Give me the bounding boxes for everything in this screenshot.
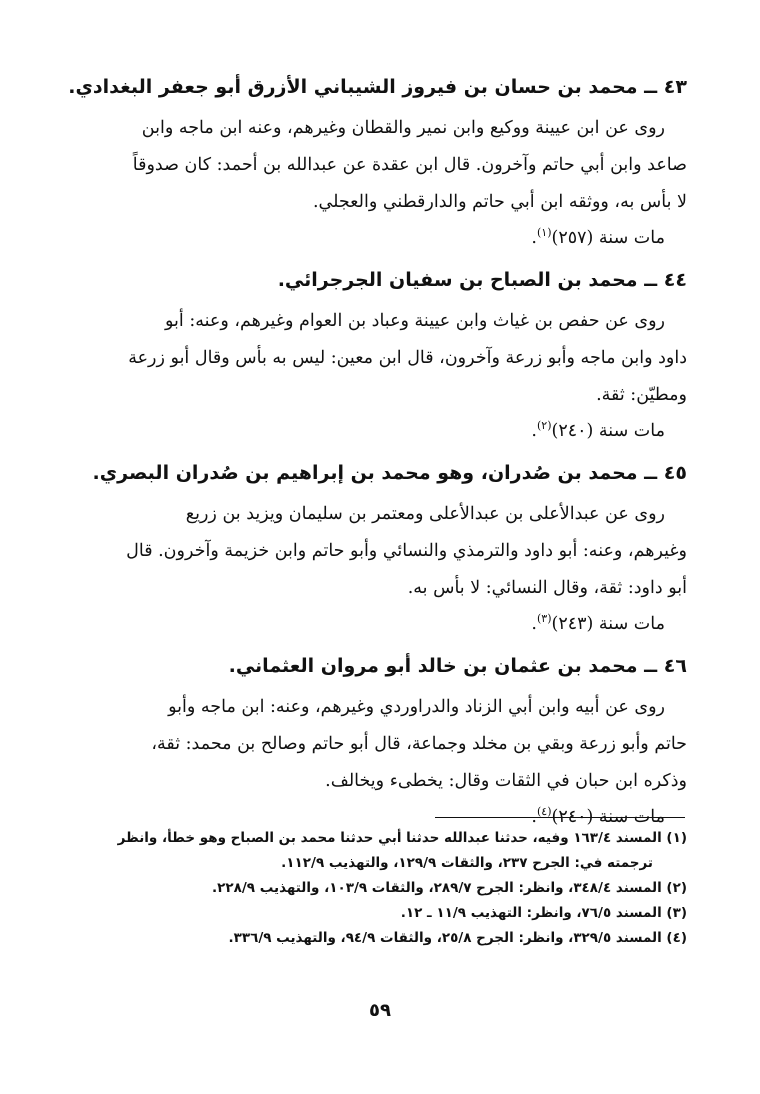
footnote-1 [75, 826, 687, 876]
entry-text-line: روى عن أبيه وابن أبي الزناد والدراوردي وغيرهم، وعنه: ابن ماجه وأبو [168, 697, 665, 717]
footnote-2: (٢) المسند ٣٤٨/٤، وانظر: الجرح ٢٨٩/٧، والثقات ١٠٣/٩، والتهذيب ٢٢٨/٩. [211, 880, 687, 896]
footnote-line: ترجمته في: الجرح ٢٣٧، والثقات ١٢٩/٩، والتهذيب ١١٢/٩. [281, 855, 653, 871]
entry-43 [68, 72, 687, 255]
entry-44 [75, 265, 687, 448]
footnote-4: (٤) المسند ٣٢٩/٥، وانظر: الجرح ٢٥/٨، والثقات ٩٤/٩، والتهذيب ٣٣٦/٩. [228, 930, 687, 946]
death-text: مات سنة (٢٤٠) [551, 421, 665, 441]
death-text: مات سنة (٢٥٧) [551, 228, 665, 248]
entry-text-line: أبو داود: ثقة، وقال النسائي: لا بأس به. [407, 578, 687, 598]
footnote-3: (٣) المسند ٧٦/٥، وانظر: التهذيب ١١/٩ ـ ١٢. [400, 905, 687, 921]
footnotes [75, 826, 687, 951]
footnote-ref: (٣) [536, 612, 552, 626]
page-body [68, 62, 687, 840]
death-year: مات سنة (٢٥٧)$^{(١)}$. [531, 226, 665, 248]
death-text: مات سنة (٢٤٠) [551, 807, 665, 827]
entry-text-line: حاتم وأبو زرعة وبقي بن مخلد وجماعة، قال أبو حاتم وصالح بن محمد: ثقة، [151, 734, 687, 754]
entry-text-line: روى عن ابن عيينة ووكيع وابن نمير والقطان وغيرهم، وعنه ابن ماجه وابن [141, 118, 665, 138]
page-number: ٥٩ [369, 1000, 391, 1021]
footnote-line: (١) المسند ١٦٣/٤ وفيه، حدثنا عبدالله حدثنا أبي حدثنا محمد بن الصباح وهو خطأ، وانظر [117, 830, 687, 846]
entry-title: ٤٦ ــ محمد بن عثمان بن خالد أبو مروان العثماني. [228, 655, 687, 677]
entry-text-line: ومطيّن: ثقة. [596, 385, 687, 405]
death-text: مات سنة (٢٤٣) [551, 614, 665, 634]
death-year: مات سنة (٢٤٣)$^{(٣)}$. [531, 612, 665, 634]
entry-text-line: وغيرهم، وعنه: أبو داود والترمذي والنسائي وأبو حاتم وابن خزيمة وآخرون. قال [126, 541, 687, 561]
entry-46 [75, 651, 687, 834]
entry-text-line: صاعد وابن أبي حاتم وآخرون. قال ابن عقدة عن عبدالله بن أحمد: كان صدوقاً [132, 155, 687, 175]
entry-45 [75, 458, 687, 641]
footnote-ref: (١) [536, 226, 552, 240]
entry-text-line: روى عن عبدالأعلى بن عبدالأعلى ومعتمر بن سليمان ويزيد بن زريع [185, 504, 665, 524]
death-year: مات سنة (٢٤٠)$^{(٤)}$. [531, 805, 665, 827]
footnote-divider [435, 817, 685, 818]
footnote-ref: (٤) [536, 805, 552, 819]
entry-title: ٤٥ ــ محمد بن صُدران، وهو محمد بن إبراهيم بن صُدران البصري. [92, 462, 687, 484]
death-year: مات سنة (٢٤٠)$^{(٢)}$. [531, 419, 665, 441]
entry-text-line: لا بأس به، ووثقه ابن أبي حاتم والدارقطني والعجلي. [312, 192, 687, 212]
entry-text-line: وذكره ابن حبان في الثقات وقال: يخطىء ويخالف. [325, 771, 687, 791]
footnote-ref: (٢) [536, 419, 552, 433]
entry-text-line: داود وابن ماجه وأبو زرعة وآخرون، قال ابن معين: ليس به بأس وقال أبو زرعة [128, 348, 687, 368]
entry-title: ٤٤ ــ محمد بن الصباح بن سفيان الجرجرائي. [277, 269, 687, 291]
entry-text-line: روى عن حفص بن غياث وابن عيينة وعباد بن العوام وغيرهم، وعنه: أبو [165, 311, 665, 331]
entry-title: ٤٣ ــ محمد بن حسان بن فيروز الشيباني الأزرق أبو جعفر البغدادي. [68, 76, 687, 98]
